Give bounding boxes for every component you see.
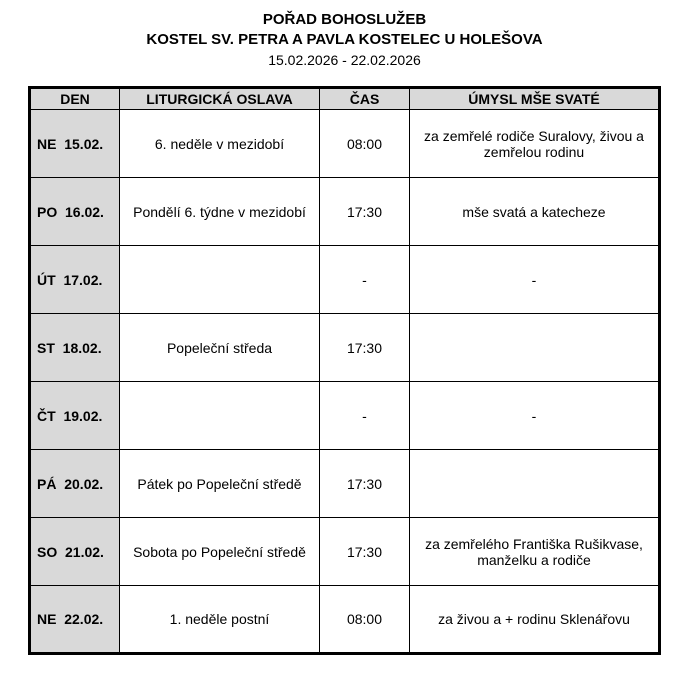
page-title: POŘAD BOHOSLUŽEB: [262, 11, 427, 28]
column-header-umysl: ÚMYSL MŠE SVATÉ: [410, 88, 660, 110]
cell-umysl: [410, 450, 660, 518]
table-row: [30, 586, 660, 654]
cell-den: SO 21.02.: [30, 518, 120, 586]
column-header-den: DEN: [30, 88, 120, 110]
cell-umysl: [410, 314, 660, 382]
table-header-row: [30, 88, 660, 110]
table-row: [30, 246, 660, 314]
schedule-table: [28, 86, 661, 655]
cell-cas: 17:30: [320, 518, 410, 586]
cell-oslava: Pondělí 6. týdne v mezidobí: [120, 178, 320, 246]
cell-oslava: Popeleční středa: [120, 314, 320, 382]
page-subtitle: KOSTEL SV. PETRA A PAVLA KOSTELEC U HOLEŠOVA: [146, 31, 543, 48]
table-row: [30, 382, 660, 450]
cell-den: ST 18.02.: [30, 314, 120, 382]
cell-umysl: za živou a + rodinu Sklenářovu: [410, 586, 660, 654]
cell-den: ÚT 17.02.: [30, 246, 120, 314]
cell-umysl: za zemřelého Františka Rušikvase, manželku a rodiče: [410, 518, 660, 586]
cell-oslava: 1. neděle postní: [120, 586, 320, 654]
table-row: [30, 314, 660, 382]
cell-umysl: -: [410, 246, 660, 314]
cell-cas: 08:00: [320, 586, 410, 654]
cell-den: NE 15.02.: [30, 110, 120, 178]
cell-umysl: mše svatá a katecheze: [410, 178, 660, 246]
cell-umysl: -: [410, 382, 660, 450]
cell-cas: -: [320, 382, 410, 450]
cell-den: ČT 19.02.: [30, 382, 120, 450]
cell-oslava: [120, 382, 320, 450]
table-row: [30, 178, 660, 246]
column-header-cas: ČAS: [320, 88, 410, 110]
cell-cas: 08:00: [320, 110, 410, 178]
cell-oslava: Sobota po Popeleční středě: [120, 518, 320, 586]
date-range: 15.02.2026 - 22.02.2026: [268, 52, 421, 68]
table-row: [30, 450, 660, 518]
document-header: [0, 0, 689, 70]
cell-den: NE 22.02.: [30, 586, 120, 654]
table-row: [30, 110, 660, 178]
column-header-oslava: LITURGICKÁ OSLAVA: [120, 88, 320, 110]
cell-den: PÁ 20.02.: [30, 450, 120, 518]
cell-oslava: Pátek po Popeleční středě: [120, 450, 320, 518]
cell-cas: 17:30: [320, 450, 410, 518]
cell-oslava: 6. neděle v mezidobí: [120, 110, 320, 178]
cell-oslava: [120, 246, 320, 314]
cell-cas: 17:30: [320, 314, 410, 382]
cell-den: PO 16.02.: [30, 178, 120, 246]
cell-cas: -: [320, 246, 410, 314]
cell-cas: 17:30: [320, 178, 410, 246]
cell-umysl: za zemřelé rodiče Suralovy, živou a zemřelou rodinu: [410, 110, 660, 178]
table-row: [30, 518, 660, 586]
